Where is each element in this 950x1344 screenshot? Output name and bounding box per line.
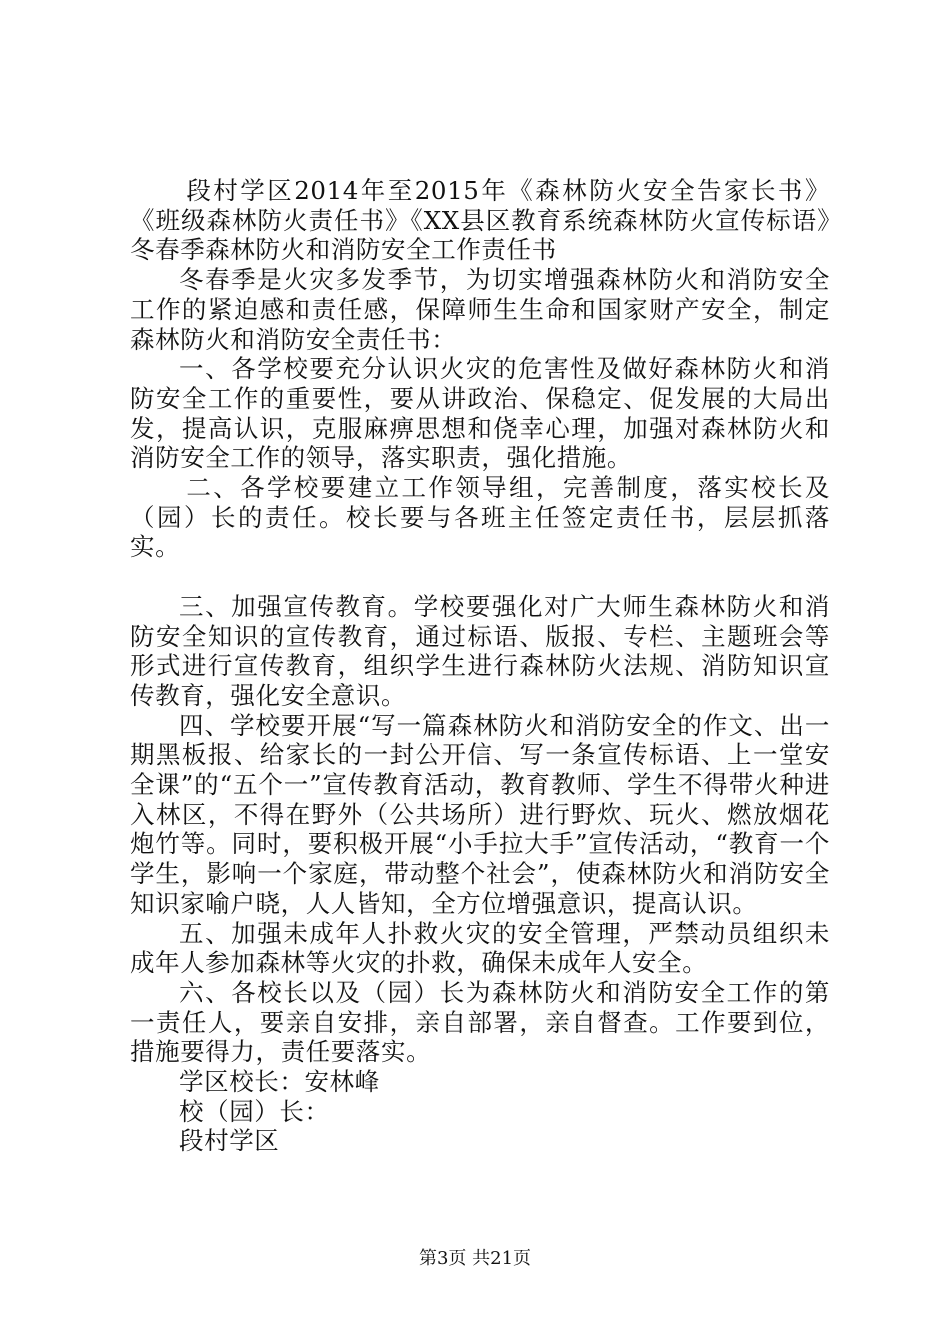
intro-paragraph: 冬春季是火灾多发季节，为切实增强森林防火和消防安全工作的紧迫感和责任感，保障师生生命和国家财产安全，制定森林防火和消防安全责任书：: [130, 265, 830, 354]
document-body: [130, 176, 830, 1156]
signature-kindergarten: 校（园）长：: [179, 1096, 330, 1126]
document-title: 段村学区2014年至2015年《森林防火安全告家长书》《班级森林防火责任书》《XX县区教育系统森林防火宣传标语》冬春季森林防火和消防安全工作责任书: [130, 176, 830, 265]
item-paragraph: 五、加强未成年人扑救火灾的安全管理，严禁动员组织未成年人参加森林等火灾的扑救，确保未成年人安全。: [130, 918, 830, 978]
item-paragraph: 六、各校长以及（园）长为森林防火和消防安全工作的第一责任人，要亲自安排，亲自部署，亲自督查。工作要到位，措施要得力，责任要落实。: [130, 977, 830, 1067]
item-paragraph: 一、各学校要充分认识火灾的危害性及做好森林防火和消防安全工作的重要性，要从讲政治、保稳定、促发展的大局出发，提高认识，克服麻痹思想和侥幸心理，加强对森林防火和消防安全工作的领导，落实职责，强化措施。: [130, 354, 830, 473]
paragraph-gap: [130, 562, 830, 592]
item-paragraph: 四、学校要开展“写一篇森林防火和消防安全的作文、出一期黑板报、给家长的一封公开信、写一条宣传标语、上一堂安全课”的“五个一”宣传教育活动，教育教师、学生不得带火种进入林区，不得在野外（公共场所）进行野炊、玩火、燃放烟花炮竹等。同时，要积极开展“小手拉大手”宣传活动，“教育一个学生，影响一个家庭，带动整个社会”，使森林防火和消防安全知识家喻户晓，人人皆知，全方位增强意识，提高认识。: [130, 710, 830, 918]
signature-organization: 段村学区: [179, 1126, 280, 1156]
item-paragraph: 二、各学校要建立工作领导组，完善制度，落实校长及（园）长的责任。校长要与各班主任签定责任书，层层抓落实。: [130, 473, 830, 562]
page-footer: 第3页 共21页: [418, 1248, 532, 1269]
signature-principal: 学区校长：安林峰: [179, 1067, 380, 1097]
item-paragraph: 三、加强宣传教育。学校要强化对广大师生森林防火和消防安全知识的宣传教育，通过标语、版报、专栏、主题班会等形式进行宣传教育，组织学生进行森林防火法规、消防知识宣传教育，强化安全意识。: [130, 591, 830, 710]
